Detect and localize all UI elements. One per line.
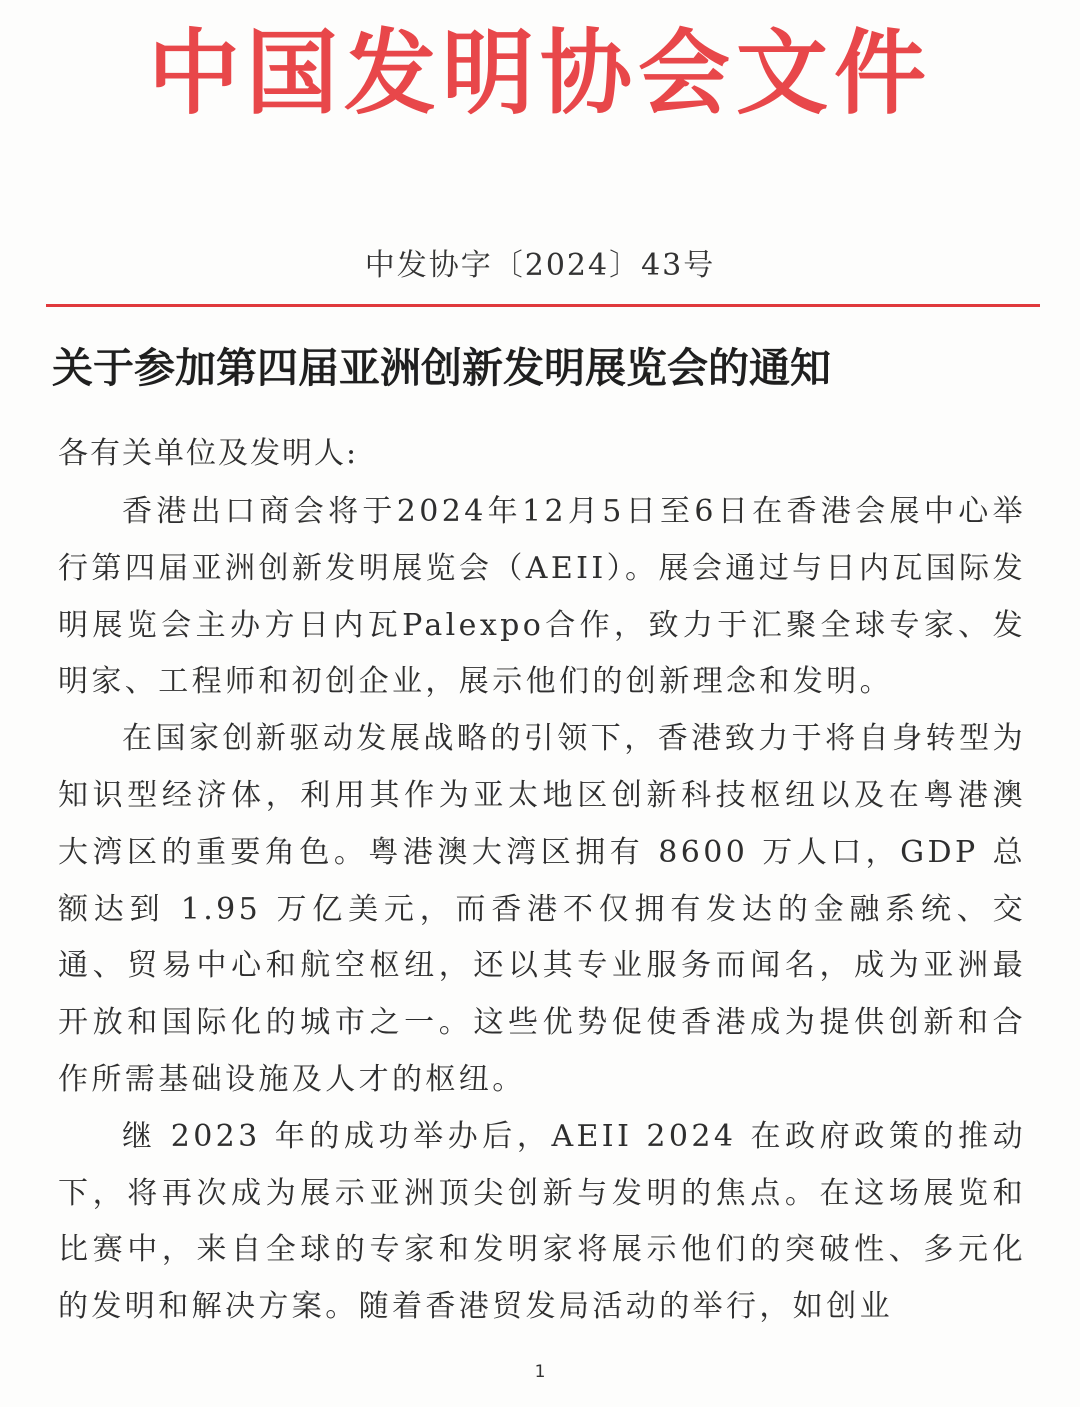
paragraph-1: 香港出口商会将于2024年12月5日至6日在香港会展中心举行第四届亚洲创新发明展览会（AEII）。展会通过与日内瓦国际发明展览会主办方日内瓦Palexpo合作，致力于汇聚全球专家、发明家、工程师和初创企业，展示他们的创新理念和发明。 xyxy=(58,494,1026,700)
notice-title: 关于参加第四届亚洲创新发明展览会的通知 xyxy=(52,344,831,392)
paragraph-2: 在国家创新驱动发展战略的引领下，香港致力于将自身转型为知识型经济体，利用其作为亚太地区创新科技枢纽以及在粤港澳大湾区的重要角色。粤港澳大湾区拥有 8600 万人口，GDP 总额达到 1.95 万亿美元，而香港不仅拥有发达的金融系统、交通、贸易中心和航空枢纽，还以其专业服务而闻名，成为亚洲最开放和国际化的城市之一。这些优势促使香港成为提供创新和合作所需基础设施及人才的枢纽。 xyxy=(58,721,1026,1097)
document-number: 中发协字〔2024〕43号 xyxy=(364,248,716,283)
salutation: 各有关单位及发明人: xyxy=(58,436,359,471)
red-divider xyxy=(46,304,1040,307)
body-text xyxy=(58,484,1026,1336)
paragraph-3: 继 2023 年的成功举办后，AEII 2024 在政府政策的推动下，将再次成为展示亚洲顶尖创新与发明的焦点。在这场展览和比赛中，来自全球的专家和发明家将展示他们的突破性、多元化的发明和解决方案。随着香港贸发局活动的举行，如创业 xyxy=(58,1118,1026,1325)
masthead-title: 中国发明协会文件 xyxy=(147,20,932,127)
page-number: 1 xyxy=(534,1362,546,1382)
